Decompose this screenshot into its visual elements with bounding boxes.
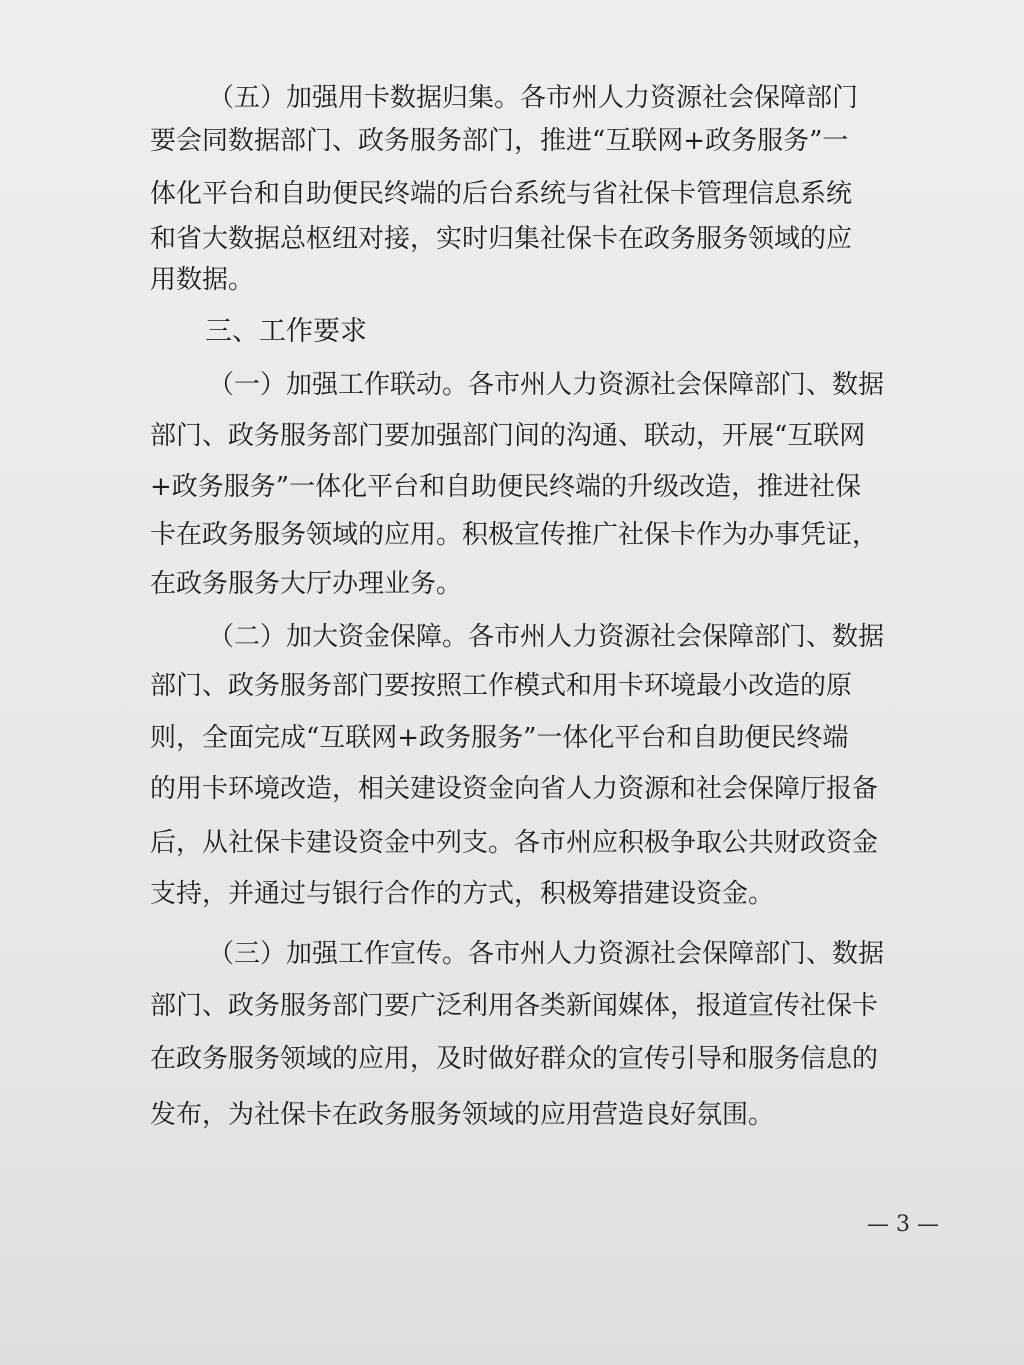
paragraph-line: 的用卡环境改造，相关建设资金向省人力资源和社会保障厅报备 <box>150 774 879 804</box>
paragraph-line: 用数据。 <box>150 265 255 295</box>
paragraph-line: （二）加大资金保障。各市州人力资源社会保障部门、数据 <box>208 622 885 652</box>
paragraph-line: （三）加强工作宣传。各市州人力资源社会保障部门、数据 <box>208 939 885 969</box>
paragraph-line: 卡在政务服务领域的应用。积极宣传推广社保卡作为办事凭证， <box>150 520 879 550</box>
paragraph-line: +政务服务”一体化平台和自助便民终端的升级改造，推进社保 <box>150 472 862 502</box>
paragraph-line: 部门、政务服务部门要加强部门间的沟通、联动，开展“互联网 <box>150 421 866 451</box>
paragraph-line: 在政务服务大厅办理业务。 <box>150 569 463 599</box>
paragraph-line: 和省大数据总枢纽对接，实时归集社保卡在政务服务领域的应 <box>150 224 853 254</box>
paragraph-line: （五）加强用卡数据归集。各市州人力资源社会保障部门 <box>208 83 859 113</box>
paragraph-line: 在政务服务领域的应用，及时做好群众的宣传引导和服务信息的 <box>150 1044 879 1074</box>
paragraph-line: 体化平台和自助便民终端的后台系统与省社保卡管理信息系统 <box>150 179 853 209</box>
page-number: — 3 — <box>867 1212 939 1237</box>
section-heading: 三、工作要求 <box>205 316 367 347</box>
paragraph-line: （一）加强工作联动。各市州人力资源社会保障部门、数据 <box>208 370 885 400</box>
paragraph-line: 要会同数据部门、政务服务部门，推进“互联网+政务服务”一 <box>150 126 849 156</box>
paragraph-line: 发布，为社保卡在政务服务领域的应用营造良好氛围。 <box>150 1100 775 1130</box>
paragraph-line: 支持，并通过与银行合作的方式，积极筹措建设资金。 <box>150 879 775 909</box>
paragraph-line: 则，全面完成“互联网+政务服务”一体化平台和自助便民终端 <box>150 723 849 753</box>
paragraph-line: 部门、政务服务部门要按照工作模式和用卡环境最小改造的原 <box>150 671 853 701</box>
paragraph-line: 部门、政务服务部门要广泛利用各类新闻媒体，报道宣传社保卡 <box>150 991 879 1021</box>
paragraph-line: 后，从社保卡建设资金中列支。各市州应积极争取公共财政资金 <box>150 828 879 858</box>
